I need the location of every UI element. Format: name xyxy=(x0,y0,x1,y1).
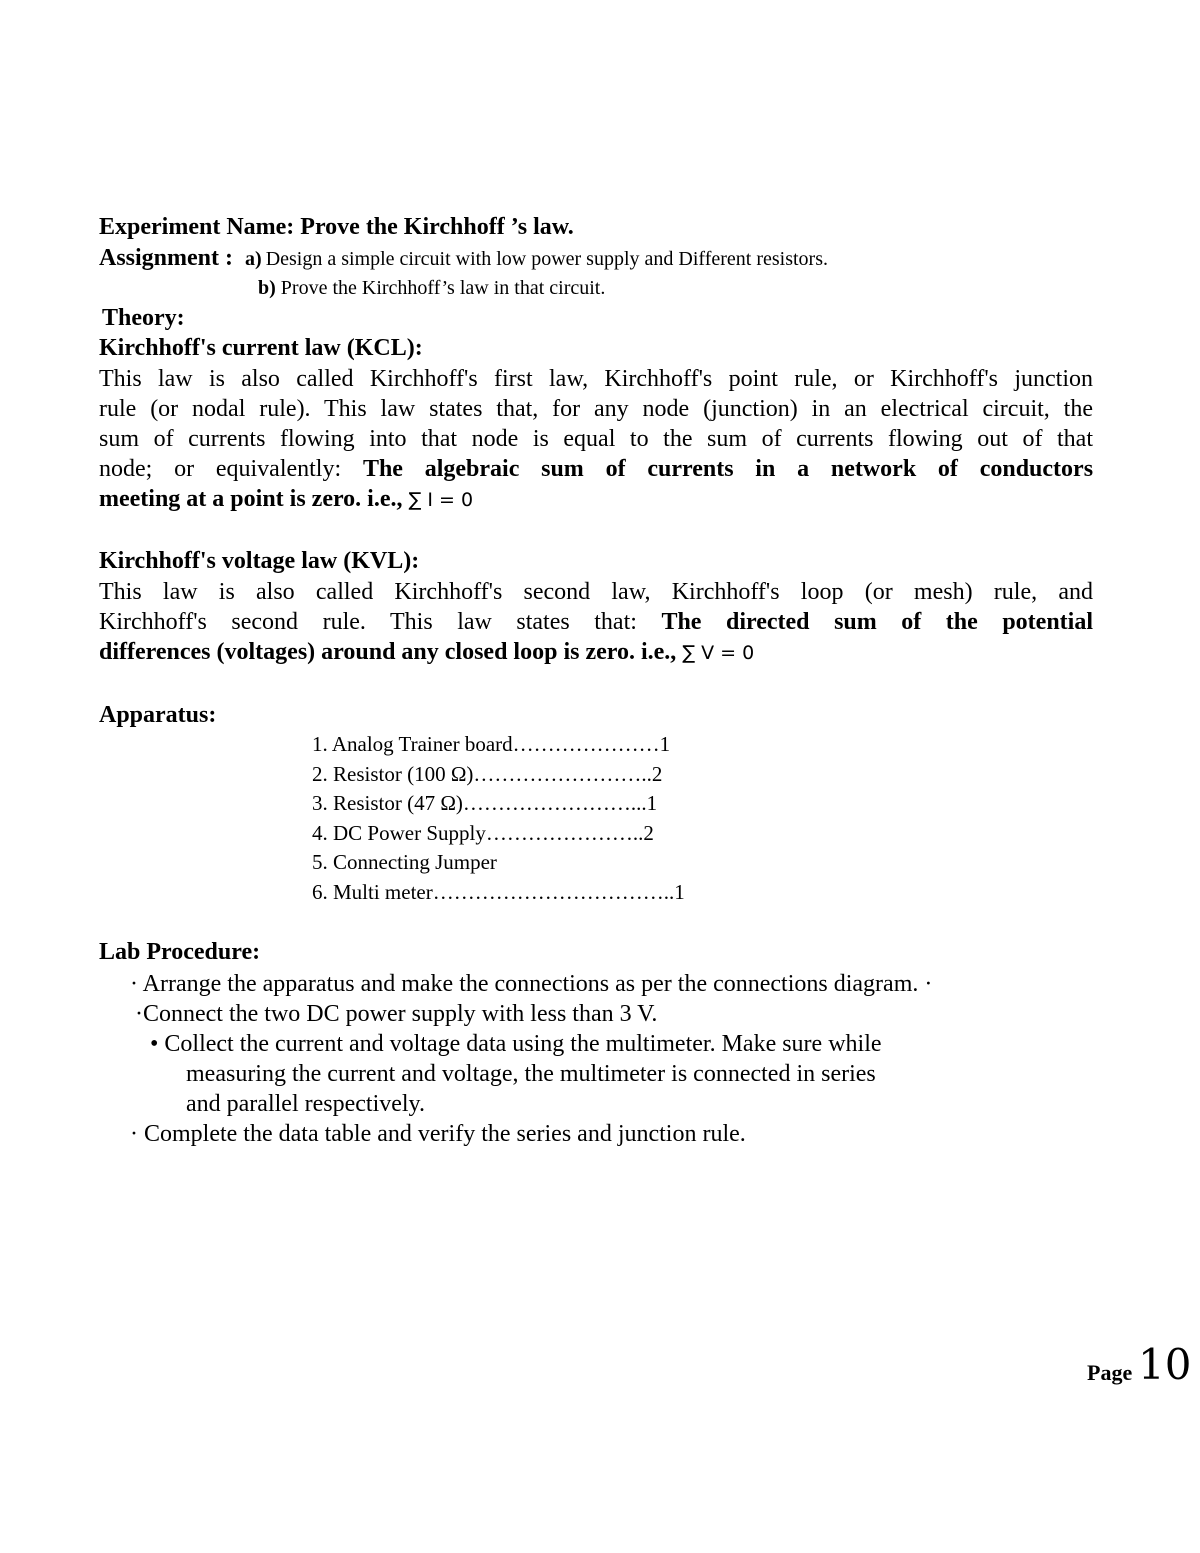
experiment-title: Experiment Name: Prove the Kirchhoff ’s law. xyxy=(99,214,574,240)
assignment-b-marker: b) xyxy=(258,277,276,299)
kvl-line3-bold: differences (voltages) around any closed loop is zero. i.e., xyxy=(99,639,677,665)
procedure-step: • Collect the current and voltage data using the multimeter. Make sure while xyxy=(150,1031,882,1057)
kcl-heading: Kirchhoff's current law (KCL): xyxy=(99,335,423,361)
apparatus-item: 5. Connecting Jumper xyxy=(312,850,497,874)
procedure-heading: Lab Procedure: xyxy=(99,939,261,965)
kcl-line xyxy=(99,454,1093,484)
kvl-line xyxy=(99,637,1093,667)
kvl-line xyxy=(99,607,1093,637)
apparatus-list xyxy=(312,730,685,907)
kcl-line: This law is also called Kirchhoff's first law, Kirchhoff's point rule, or Kirchhoff's junction xyxy=(99,366,1093,392)
assignment-b-text: Prove the Kirchhoff’s law in that circuit. xyxy=(280,277,606,299)
apparatus-heading: Apparatus: xyxy=(99,702,217,728)
procedure-step: · Complete the data table and verify the series and junction rule. xyxy=(130,1121,746,1147)
apparatus-item: 1. Analog Trainer board…………………1 xyxy=(312,732,671,756)
theory-heading: Theory: xyxy=(102,305,185,331)
page-label: Page xyxy=(1087,1360,1133,1385)
procedure-step-continuation: measuring the current and voltage, the multimeter is connected in series xyxy=(186,1061,876,1087)
apparatus-item: 2. Resistor (100 Ω)……………………..2 xyxy=(312,761,663,786)
kvl-heading: Kirchhoff's voltage law (KVL): xyxy=(99,548,420,574)
kcl-line5-bold: meeting at a point is zero. i.e., xyxy=(99,486,403,512)
procedure-step: ·Connect the two DC power supply with less than 3 V. xyxy=(135,1001,658,1027)
page-number: 10 xyxy=(1138,1340,1192,1389)
assignment-a-text: Design a simple circuit with low power supply and Different resistors. xyxy=(265,248,828,270)
apparatus-item: 3. Resistor (47 Ω)……………………...1 xyxy=(312,791,658,815)
apparatus-item: 6. Multi meter……………………………..1 xyxy=(312,879,685,904)
kcl-paragraph xyxy=(99,364,1093,514)
kcl-line: rule (or nodal rule). This law states that, for any node (junction) in an electrical circuit, the xyxy=(99,396,1093,422)
kcl-line4-normal: node; or equivalently: xyxy=(99,456,342,482)
assignment-a-row xyxy=(99,243,828,273)
kvl-line2-normal: Kirchhoff's second rule. This law states that: xyxy=(99,609,637,635)
assignment-b-row xyxy=(258,273,605,303)
assignment-label: Assignment : xyxy=(99,245,234,271)
procedure-step-continuation: and parallel respectively. xyxy=(186,1091,425,1117)
kvl-formula: ∑ V = 0 xyxy=(682,642,755,664)
kcl-line xyxy=(99,484,1093,514)
kvl-line2-bold: The directed sum of the potential xyxy=(661,609,1094,635)
procedure-step: · Arrange the apparatus and make the connections as per the connections diagram. · xyxy=(130,971,933,997)
kcl-line: sum of currents flowing into that node is equal to the sum of currents flowing out of that xyxy=(99,426,1093,452)
kcl-line4-bold: The algebraic sum of currents in a network of conductors xyxy=(362,456,1094,482)
procedure-list xyxy=(130,969,932,1149)
kcl-formula: ∑ I = 0 xyxy=(408,489,474,511)
apparatus-item: 4. DC Power Supply…………………..2 xyxy=(312,820,654,845)
assignment-a-marker: a) xyxy=(245,248,262,270)
kvl-line: This law is also called Kirchhoff's second law, Kirchhoff's loop (or mesh) rule, and xyxy=(99,579,1093,605)
kvl-paragraph xyxy=(99,577,1093,667)
